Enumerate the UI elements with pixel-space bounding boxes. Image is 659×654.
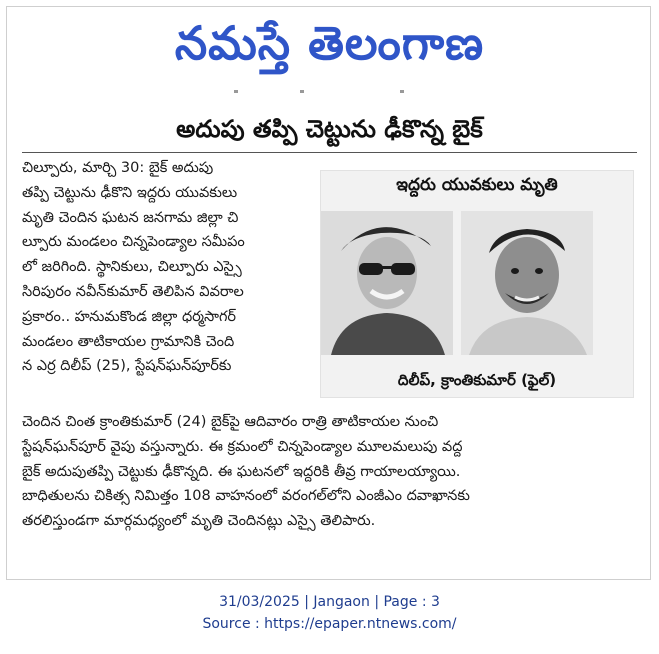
body-line: తప్పి చెట్టును ఢీకొని ఇద్దరు యువకులు <box>22 184 238 201</box>
print-mark <box>400 90 404 93</box>
body-line: స్టేషన్‌ఘన్‌పూర్ వైపు వస్తున్నారు. ఈ క్రమంలో చిన్నపెండ్యాల మూలమలుపు వద్ద <box>22 438 463 455</box>
article-body-full <box>22 410 632 534</box>
article-headline: అదుపు తప్పి చెట్టును ఢీకొన్న బైక్ <box>176 115 483 143</box>
body-line: ప్రకారం.. హనుమకొండ జిల్లా ధర్మసాగర్ <box>22 308 236 325</box>
body-line: బాధితులను చికిత్స నిమిత్తం 108 వాహనంలో వరంగల్‌లోని ఎంజీఎం దవాఖానకు <box>22 488 470 505</box>
headline-divider <box>22 152 637 153</box>
footer-source-link[interactable]: Source : https://epaper.ntnews.com/ <box>202 616 457 632</box>
photo-panel <box>320 170 634 398</box>
body-line: చిల్పూరు, మార్చి 30: బైక్ అదుపు <box>22 160 214 176</box>
print-mark <box>300 90 304 93</box>
body-line: చెందిన చింత క్రాంతికుమార్ (24) బైక్‌పై ఆదివారం రాత్రి తాటికాయల నుంచి <box>22 414 439 430</box>
photo-kranthikumar <box>461 211 593 355</box>
masthead-logo: నమస్తే తెలంగాణ <box>174 16 485 70</box>
body-line: మండలం తాటికాయల గ్రామానికి చెంది <box>22 333 235 350</box>
photo-caption-bottom: దిలీప్, క్రాంతికుమార్ (ఫైల్) <box>397 371 557 389</box>
body-line: లో జరిగింది. స్థానికులు, చిల్పూరు ఎస్సై <box>22 259 242 276</box>
person-portrait-icon <box>321 211 453 355</box>
person-portrait-icon <box>461 211 593 355</box>
body-line: సిరిపురం నవీన్‌కుమార్ తెలిపిన వివరాల <box>22 283 244 300</box>
body-line: ల్పూరు మండలం చిన్నపెండ్యాల సమీపం <box>22 234 245 251</box>
article-body-narrow <box>22 156 312 379</box>
photo-caption-top: ఇద్దరు యువకులు మృతి <box>396 175 558 195</box>
body-line: బైక్ అదుపుతప్పి చెట్టుకు ఢీకొన్నది. ఈ ఘటనలో ఇద్దరికి తీవ్ర గాయాలయ్యాయి. <box>22 463 461 480</box>
body-line: మృతి చెందిన ఘటన జనగామ జిల్లా చి <box>22 209 239 226</box>
photo-dileep <box>321 211 453 355</box>
footer-date-edition: 31/03/2025 | Jangaon | Page : 3 <box>219 594 440 610</box>
body-line: తరలిస్తుండగా మార్గమధ్యంలో మృతి చెందినట్లు ఎస్సై తెలిపారు. <box>22 513 376 530</box>
print-mark <box>234 90 238 93</box>
body-line: న ఎర్ర దిలీప్ (25), స్టేషన్‌ఘన్‌పూర్‌కు <box>22 358 232 375</box>
